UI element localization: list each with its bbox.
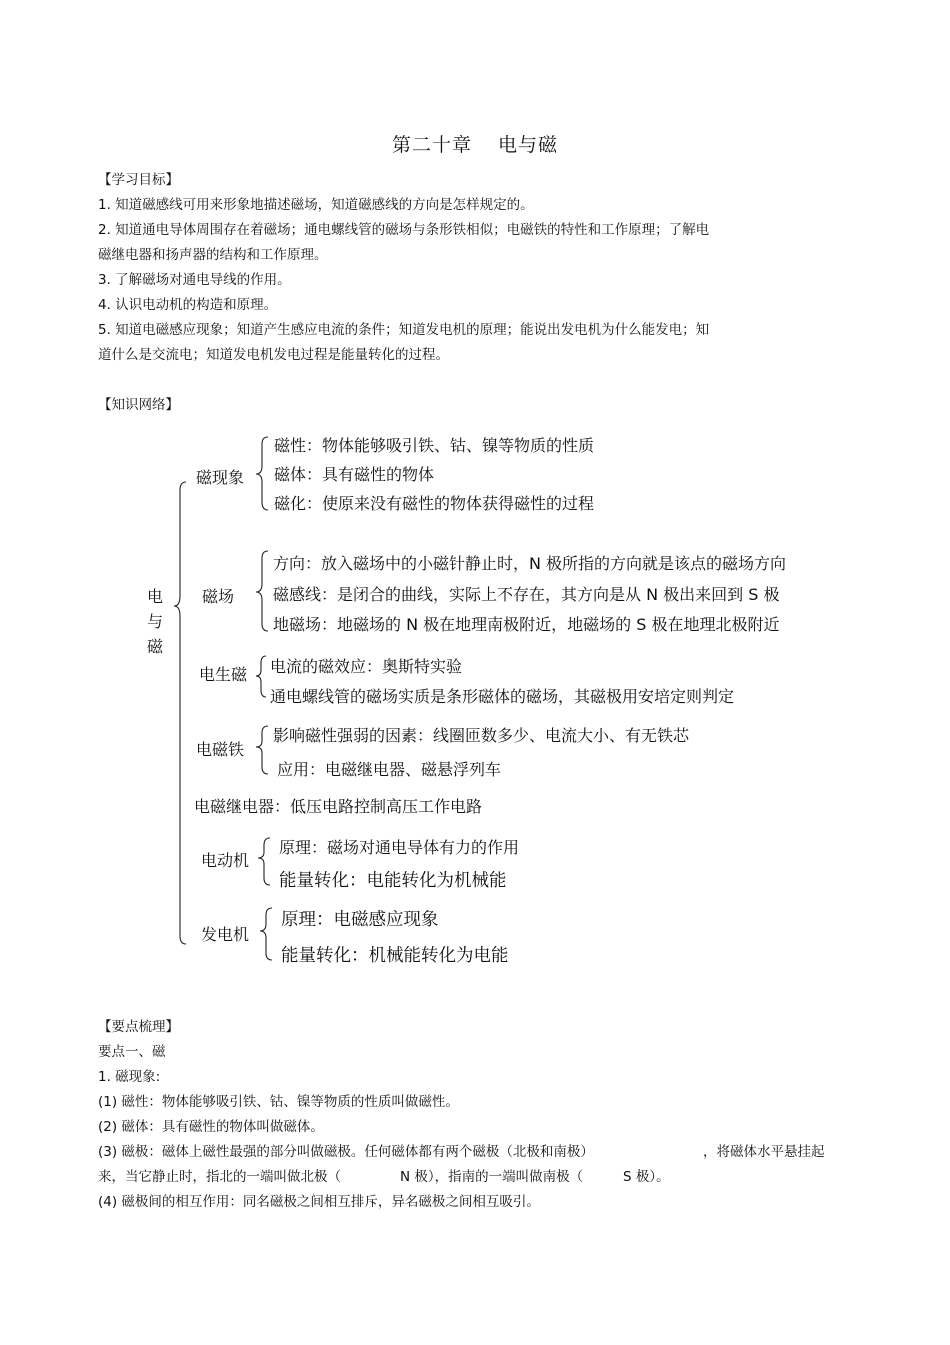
node-field: 磁场 [202, 587, 235, 606]
leaf-item: 地磁场：地磁场的 N 极在地理南极附近，地磁场的 S 极在地理北极附近 [273, 615, 780, 634]
network-root-3: 磁 [147, 637, 164, 656]
goal-line: 1. 知道磁感线可用来形象地描述磁场，知道磁感线的方向是怎样规定的。 [98, 197, 534, 213]
point-item: (2) 磁体：具有磁性的物体叫做磁体。 [98, 1119, 324, 1135]
leaf-item: 能量转化：电能转化为机械能 [279, 871, 507, 891]
brace-electromagnet [256, 726, 268, 774]
node-generator: 发电机 [201, 925, 250, 944]
point-item: 来，当它静止时，指北的一端叫做北极（ [98, 1169, 341, 1185]
chapter-topic: 电与磁 [498, 134, 559, 156]
root-brace [174, 482, 186, 944]
brace-field [256, 551, 268, 631]
brace-generator [260, 908, 272, 960]
node-motor: 电动机 [201, 851, 250, 870]
goal-line: 2. 知道通电导体周围存在着磁场；通电螺线管的磁场与条形铁相似；电磁铁的特性和工作原理；了解电 [98, 222, 710, 238]
goal-line: 3. 了解磁场对通电导线的作用。 [98, 272, 291, 288]
goal-line: 磁继电器和扬声器的结构和工作原理。 [98, 247, 328, 263]
leaf-item: 磁性：物体能够吸引铁、钴、镍等物质的性质 [274, 436, 595, 455]
node-current-magnetism: 电生磁 [199, 665, 248, 684]
leaf-item: 通电螺线管的磁场实质是条形磁体的磁场，其磁极用安培定则判定 [270, 687, 735, 706]
points-subheading: 1. 磁现象: [98, 1069, 161, 1085]
point-item: S 极）。 [623, 1169, 670, 1185]
goal-line: 5. 知道电磁感应现象；知道产生感应电流的条件；知道发电机的原理；能说出发电机为什么能发电；知 [98, 322, 710, 338]
leaf-item: 原理：磁场对通电导体有力的作用 [279, 838, 520, 857]
leaf-item: 电流的磁效应：奥斯特实验 [270, 657, 463, 676]
brace-magnetism [256, 437, 268, 510]
node-relay: 电磁继电器：低压电路控制高压工作电路 [194, 797, 483, 816]
network-heading: 【知识网络】 [98, 397, 179, 413]
chapter-number: 第二十章 [391, 134, 472, 156]
goals-heading: 【学习目标】 [98, 172, 179, 188]
point-item: ，将磁体水平悬挂起 [703, 1144, 825, 1160]
brace-motor [258, 838, 270, 885]
node-magnetism: 磁现象 [196, 468, 245, 487]
leaf-item: 原理：电磁感应现象 [281, 910, 439, 930]
leaf-item: 磁体：具有磁性的物体 [274, 465, 435, 484]
goal-line: 道什么是交流电；知道发电机发电过程是能量转化的过程。 [98, 347, 449, 363]
goal-line: 4. 认识电动机的构造和原理。 [98, 297, 278, 313]
point-item: (1) 磁性：物体能够吸引铁、钴、镍等物质的性质叫做磁性。 [98, 1094, 459, 1110]
leaf-item: 磁化：使原来没有磁性的物体获得磁性的过程 [274, 494, 595, 513]
network-root-2: 与 [147, 612, 164, 631]
point-item: N 极），指南的一端叫做南极（ [400, 1169, 584, 1185]
brace-current [256, 656, 266, 697]
node-electromagnet: 电磁铁 [196, 740, 245, 759]
leaf-item: 磁感线：是闭合的曲线，实际上不存在，其方向是从 N 极出来回到 S 极 [273, 585, 780, 604]
points-section: 要点一、磁 [98, 1044, 166, 1060]
point-item: (3) 磁极：磁体上磁性最强的部分叫做磁极。任何磁体都有两个磁极（北极和南极） [98, 1144, 594, 1160]
leaf-item: 应用：电磁继电器、磁悬浮列车 [277, 760, 502, 779]
leaf-item: 能量转化：机械能转化为电能 [281, 946, 509, 966]
network-root-1: 电 [147, 587, 164, 606]
point-item: (4) 磁极间的相互作用：同名磁极之间相互排斥，异名磁极之间相互吸引。 [98, 1194, 540, 1210]
leaf-item: 影响磁性强弱的因素：线圈匝数多少、电流大小、有无铁芯 [273, 726, 690, 745]
points-heading: 【要点梳理】 [98, 1019, 179, 1035]
leaf-item: 方向：放入磁场中的小磁针静止时，N 极所指的方向就是该点的磁场方向 [273, 554, 787, 573]
